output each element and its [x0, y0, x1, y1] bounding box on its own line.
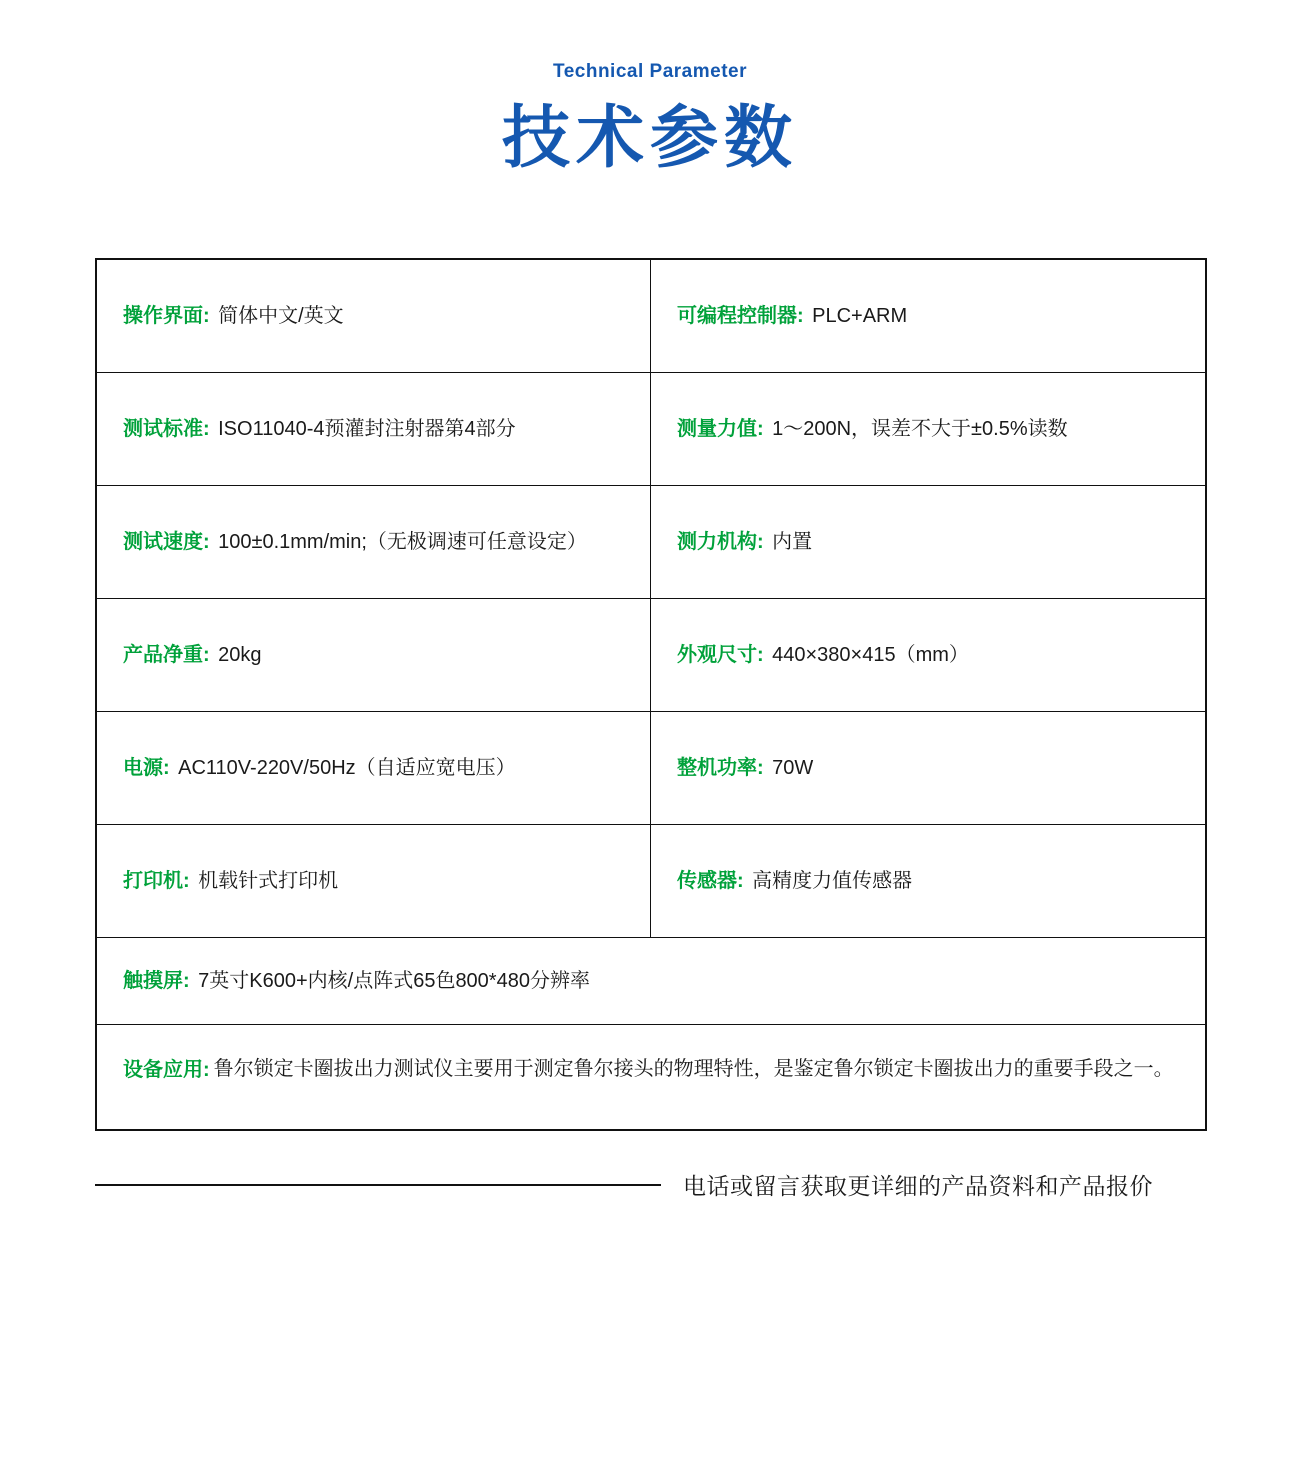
spec-cell	[97, 825, 651, 937]
table-row-touchscreen	[97, 938, 1205, 1025]
spec-value: 高精度力值传感器	[752, 870, 913, 892]
spec-cell	[97, 373, 651, 485]
spec-cell	[97, 486, 651, 598]
spec-cell	[97, 1025, 1205, 1129]
spec-cell	[97, 599, 651, 711]
spec-label: 测力机构:	[677, 531, 764, 553]
spec-value: 内置	[772, 531, 813, 553]
spec-value: 1～200N，误差不大于±0.5%读数	[772, 418, 1068, 440]
spec-label: 设备应用:	[123, 1059, 210, 1081]
table-row	[97, 825, 1205, 938]
spec-value: 100±0.1mm/min;（无极调速可任意设定）	[218, 531, 587, 553]
spec-cell	[651, 599, 1205, 711]
spec-cell	[651, 373, 1205, 485]
table-row	[97, 373, 1205, 486]
spec-cell	[97, 260, 651, 372]
table-row-application	[97, 1025, 1205, 1129]
spec-value: 机载针式打印机	[198, 870, 339, 892]
page-title: 技术参数	[501, 100, 798, 176]
specifications-table	[95, 258, 1207, 1131]
spec-label: 测试标准:	[123, 418, 210, 440]
footer-text: 电话或留言获取更详细的产品资料和产品报价	[683, 1173, 1153, 1199]
spec-label: 电源:	[123, 757, 170, 779]
page-footer	[95, 1168, 1207, 1201]
spec-value: ISO11040-4预灌封注射器第4部分	[218, 418, 516, 440]
spec-cell	[651, 486, 1205, 598]
spec-label: 打印机:	[123, 870, 190, 892]
spec-label: 测试速度:	[123, 531, 210, 553]
spec-value: 鲁尔锁定卡圈拔出力测试仪主要用于测定鲁尔接头的物理特性，是鉴定鲁尔锁定卡圈拔出力的重要手段之一。	[213, 1058, 1174, 1080]
spec-label: 操作界面:	[123, 305, 210, 327]
table-row	[97, 712, 1205, 825]
spec-cell	[651, 825, 1205, 937]
spec-label: 触摸屏:	[123, 970, 190, 992]
table-row	[97, 260, 1205, 373]
page-header	[0, 0, 1300, 176]
spec-cell	[97, 938, 1205, 1024]
spec-label: 外观尺寸:	[677, 644, 764, 666]
spec-label: 传感器:	[677, 870, 744, 892]
spec-label: 可编程控制器:	[677, 305, 804, 327]
spec-cell	[97, 712, 651, 824]
spec-cell	[651, 712, 1205, 824]
spec-value: 简体中文/英文	[218, 305, 344, 327]
spec-value: 70W	[772, 757, 814, 779]
spec-value: 20kg	[218, 644, 262, 666]
spec-cell	[651, 260, 1205, 372]
spec-label: 整机功率:	[677, 757, 764, 779]
spec-value: PLC+ARM	[812, 305, 908, 327]
header-eyebrow: Technical Parameter	[553, 61, 747, 82]
spec-value: 440×380×415（mm）	[772, 644, 969, 666]
spec-value: AC110V-220V/50Hz（自适应宽电压）	[178, 757, 516, 779]
footer-divider	[95, 1184, 661, 1186]
spec-label: 测量力值:	[677, 418, 764, 440]
table-row	[97, 599, 1205, 712]
spec-label: 产品净重:	[123, 644, 210, 666]
spec-value: 7英寸K600+内核/点阵式65色800*480分辨率	[198, 970, 590, 992]
table-row	[97, 486, 1205, 599]
